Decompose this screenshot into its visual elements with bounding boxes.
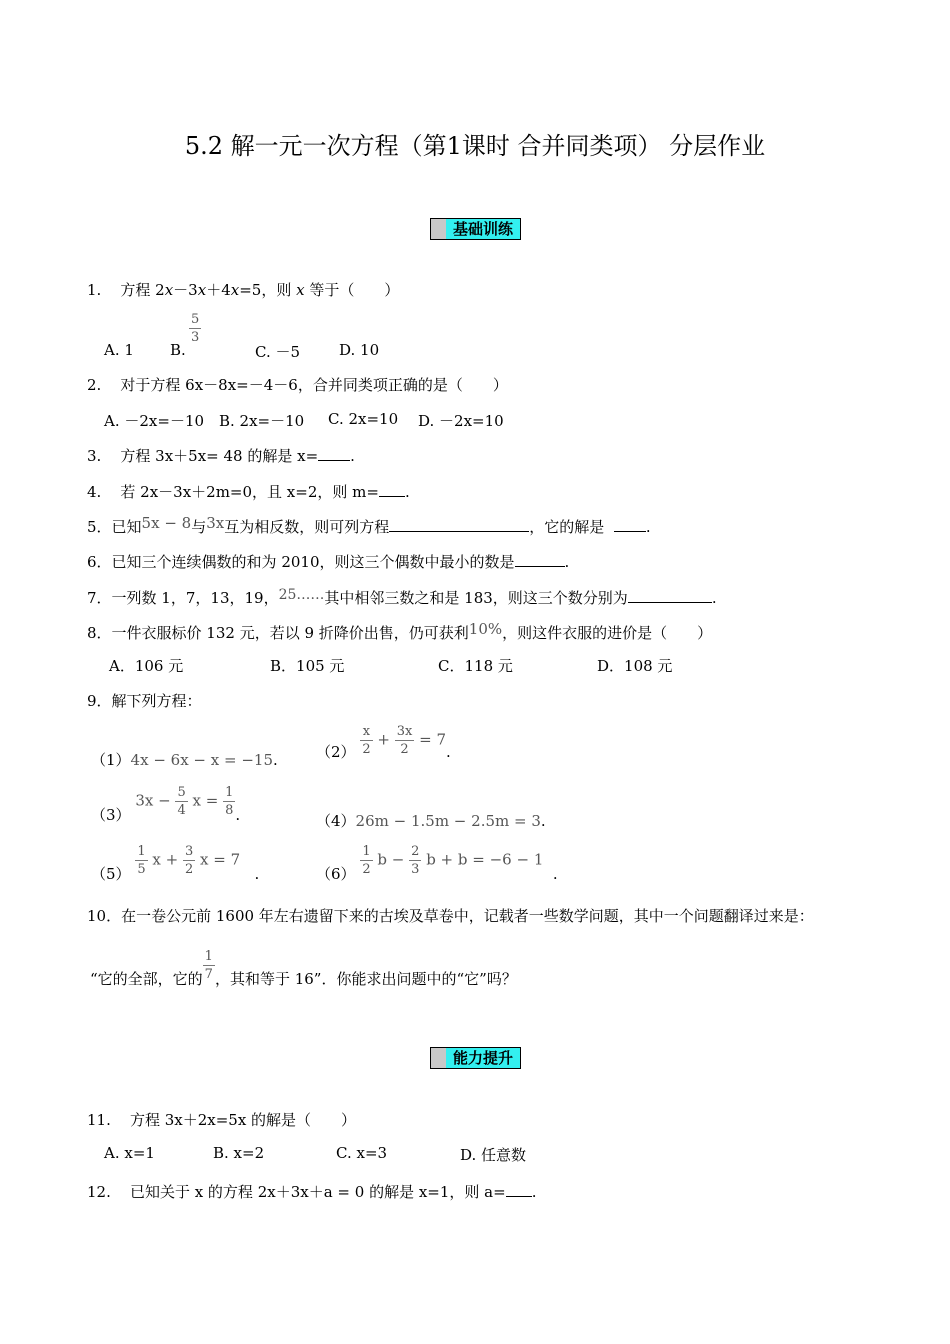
q9-part-6 — [316, 844, 558, 883]
equation-rhs: x = 7 — [200, 850, 241, 869]
question-10: 10．在一卷公元前 1600 年左右遗留下来的古埃及草卷中，记载者一些数学问题，其中一个问题翻译过来是： — [87, 907, 814, 925]
fraction — [135, 845, 147, 876]
q1-option-c: C. －5 — [255, 343, 301, 361]
equation-lhs: 3x − — [135, 791, 171, 810]
q5-end: . — [645, 518, 651, 536]
fraction-numerator: 1 — [225, 785, 234, 800]
section-header-basic — [430, 218, 521, 240]
fraction-numerator: 3 — [184, 844, 194, 859]
q9-part-1 — [91, 749, 278, 770]
q1-stem-d: =5，则 — [239, 281, 297, 299]
q4-end: . — [404, 483, 410, 501]
question-4 — [87, 481, 410, 502]
q10-text-b: ，其和等于 16”．你能求出问题中的“它”吗？ — [214, 969, 517, 988]
q2-option-b: B. 2x=－10 — [219, 412, 305, 430]
q8-text-a: 8．一件衣服标价 132 元，若以 9 折降价出售，仍可获利 — [87, 624, 469, 642]
q11-option-d: D. 任意数 — [460, 1146, 527, 1164]
q9-part-4 — [316, 810, 546, 831]
q12-end: . — [531, 1183, 537, 1201]
question-number: 2. — [87, 376, 102, 394]
equation-rhs: = 7 — [419, 730, 447, 749]
q6-text: 6．已知三个连续偶数的和为 2010，则这三个偶数中最小的数是 — [87, 553, 515, 571]
answer-blank — [614, 517, 646, 532]
equation: 26m − 1.5m − 2.5m = 3 — [355, 812, 541, 830]
q5-text-d: ，它的解是 — [529, 518, 605, 536]
question-3 — [87, 445, 355, 466]
fraction-denominator: 2 — [362, 742, 371, 757]
operator: + — [377, 730, 390, 749]
q11-option-c: C. x=3 — [336, 1144, 388, 1162]
q2-option-d: D. －2x=10 — [418, 412, 504, 430]
question-7 — [87, 587, 717, 608]
q1-option-b: B. — [170, 341, 186, 359]
fraction — [203, 950, 215, 981]
q2-option-a: A. －2x=－10 — [104, 412, 205, 430]
fraction-numerator: 1 — [204, 949, 213, 964]
part-label: （5） — [91, 864, 131, 883]
fraction-denominator: 8 — [225, 803, 234, 818]
q7-text-a: 7．一列数 1，7，13，19， — [87, 589, 279, 607]
page-title: 5.2 解一元一次方程（第1课时 合并同类项） 分层作业 — [184, 132, 766, 160]
q6-end: . — [564, 553, 570, 571]
part-label: （4） — [316, 812, 356, 830]
period: . — [552, 864, 558, 883]
question-6 — [87, 551, 569, 572]
period: . — [540, 812, 546, 830]
q5-text-b: 与 — [191, 518, 207, 536]
equation-mid: x + — [152, 850, 179, 869]
question-number: 1. — [87, 281, 102, 299]
q8-percent: 10% — [468, 620, 503, 638]
equation: 4x − 6x − x = −15 — [130, 751, 273, 769]
part-label: （3） — [91, 805, 131, 824]
section-header-advanced — [430, 1047, 521, 1069]
q1-stem-e: 等于（ ） — [304, 281, 400, 299]
question-9: 9．解下列方程： — [87, 692, 202, 710]
q11-option-a: A. x=1 — [104, 1144, 155, 1162]
fraction-denominator: 3 — [411, 862, 420, 877]
period: . — [235, 805, 241, 824]
q11-stem: 方程 3x＋2x=5x 的解是（ ） — [129, 1111, 357, 1129]
question-number: 11. — [87, 1111, 111, 1129]
fraction-denominator: 5 — [137, 862, 146, 877]
question-1: 1. 方程 2x－3x＋4x=5，则 x 等于（ ） — [87, 281, 400, 299]
part-label: （6） — [316, 864, 356, 883]
q8-option-a: A．106 元 — [109, 657, 184, 675]
fraction — [360, 725, 372, 756]
q5-expression-2: 3x — [206, 514, 225, 532]
answer-blank — [515, 552, 565, 567]
q3-stem: 方程 3x＋5x= 48 的解是 x= — [120, 447, 319, 465]
q10-text-a: “它的全部，它的 — [90, 969, 203, 988]
q5-text-c: 互为相反数，则可列方程 — [224, 518, 390, 536]
q12-stem: 已知关于 x 的方程 2x＋3x＋a = 0 的解是 x=1，则 a= — [129, 1183, 506, 1201]
period: . — [254, 864, 260, 883]
equation-mid: x = — [192, 791, 219, 810]
q7-text-b: 其中相邻三数之和是 183，则这三个数分别为 — [324, 589, 628, 607]
q1-stem-b: －3 — [173, 281, 198, 299]
fraction-numerator: 3x — [396, 724, 413, 739]
section-header-shade — [431, 219, 446, 239]
fraction — [409, 845, 421, 876]
fraction — [395, 725, 415, 756]
period: . — [272, 751, 278, 769]
question-number: 12. — [87, 1183, 111, 1201]
fraction-numerator: x — [362, 724, 371, 739]
period: . — [446, 742, 451, 761]
fraction-numerator: 1 — [362, 844, 371, 859]
question-12 — [87, 1181, 536, 1202]
q1-option-d: D. 10 — [339, 341, 380, 359]
equation-mid: b − — [377, 850, 405, 869]
question-10-line-2 — [90, 949, 517, 988]
fraction — [175, 786, 187, 817]
question-8 — [87, 622, 712, 643]
q5-text-a: 5．已知 — [87, 518, 142, 536]
part-label: （2） — [316, 742, 356, 761]
fraction — [360, 845, 372, 876]
q5-expression-1: 5x − 8 — [141, 514, 192, 532]
section-header-label: 能力提升 — [446, 1048, 520, 1068]
q11-option-b: B. x=2 — [213, 1144, 265, 1162]
fraction — [183, 845, 195, 876]
q9-part-2 — [316, 724, 451, 761]
q7-end: . — [711, 589, 717, 607]
q2-stem: 对于方程 6x－8x=－4－6，合并同类项正确的是（ ） — [120, 376, 508, 394]
fraction-denominator: 7 — [204, 967, 213, 982]
q8-option-d: D．108 元 — [597, 657, 673, 675]
answer-blank — [379, 482, 405, 497]
q9-part-5 — [91, 844, 260, 883]
equation-rhs: b + b = −6 − 1 — [426, 850, 544, 869]
q1-stem-a: 方程 2 — [120, 281, 165, 299]
q8-text-b: ，则这件衣服的进价是（ ） — [502, 624, 713, 642]
answer-blank — [628, 588, 712, 603]
q9-part-3 — [91, 785, 241, 824]
q7-sequence: 25…… — [278, 587, 325, 603]
q1-stem-c: ＋4 — [206, 281, 231, 299]
fraction-denominator: 4 — [177, 803, 186, 818]
part-label: （1） — [91, 751, 131, 769]
answer-blank — [389, 517, 529, 532]
answer-blank — [318, 446, 350, 461]
q4-stem: 若 2x－3x＋2m=0，且 x=2，则 m= — [120, 483, 379, 501]
fraction-numerator: 1 — [137, 844, 146, 859]
section-header-label: 基础训练 — [446, 219, 520, 239]
q3-end: . — [350, 447, 355, 465]
section-header-shade — [431, 1048, 446, 1068]
question-2 — [87, 374, 508, 395]
fraction-denominator: 2 — [395, 740, 415, 756]
question-number: 3. — [87, 447, 102, 465]
answer-blank — [506, 1182, 532, 1197]
fraction — [223, 786, 235, 817]
fraction-denominator: 2 — [362, 862, 371, 877]
q2-option-c: C. 2x=10 — [328, 410, 399, 428]
q1-option-b-fraction — [189, 313, 201, 344]
fraction-numerator: 2 — [411, 844, 420, 859]
question-number: 4. — [87, 483, 102, 501]
fraction-numerator: 5 — [177, 785, 186, 800]
q8-option-c: C．118 元 — [438, 657, 513, 675]
question-11 — [87, 1109, 356, 1130]
q1-option-a: A. 1 — [104, 341, 134, 359]
fraction-numerator: 5 — [191, 312, 200, 327]
fraction-denominator: 3 — [191, 330, 200, 345]
question-5 — [87, 516, 651, 537]
fraction-denominator: 2 — [184, 862, 194, 877]
q8-option-b: B．105 元 — [270, 657, 345, 675]
